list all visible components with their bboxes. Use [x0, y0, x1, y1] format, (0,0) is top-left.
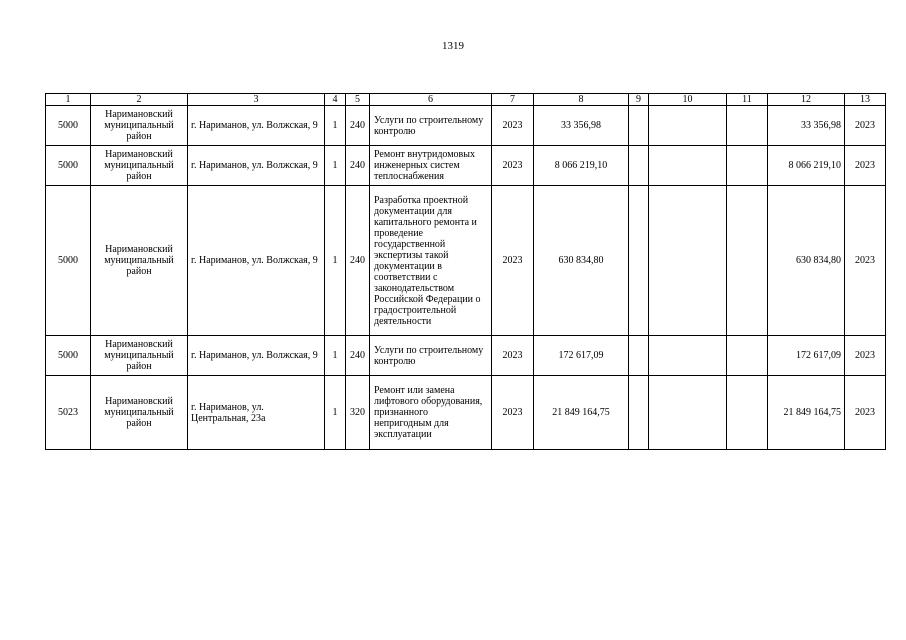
cell-total-cost: 8 066 219,10	[534, 146, 629, 186]
cell-funding-amount: 21 849 164,75	[768, 376, 845, 450]
cell-col10	[649, 146, 727, 186]
cell-district: Наримановский муниципальный район	[91, 146, 188, 186]
cell-year: 2023	[492, 376, 534, 450]
column-number-row	[46, 94, 886, 106]
cell-code: 5000	[46, 146, 91, 186]
cell-district: Наримановский муниципальный район	[91, 376, 188, 450]
cell-completion-year: 2023	[845, 186, 886, 336]
cell-year: 2023	[492, 106, 534, 146]
cell-district: Наримановский муниципальный район	[91, 336, 188, 376]
cell-code: 5000	[46, 186, 91, 336]
cell-type-code: 240	[346, 186, 370, 336]
cell-col9	[629, 146, 649, 186]
registry-table	[45, 93, 886, 450]
cell-work-type: Ремонт внутридомовых инженерных систем теплоснабжения	[370, 146, 492, 186]
cell-col11	[727, 376, 768, 450]
column-header: 1	[46, 94, 91, 106]
cell-col10	[649, 186, 727, 336]
cell-total-cost: 172 617,09	[534, 336, 629, 376]
cell-year: 2023	[492, 186, 534, 336]
cell-type-code: 240	[346, 336, 370, 376]
cell-type-code: 240	[346, 106, 370, 146]
cell-type-code: 240	[346, 146, 370, 186]
table-row	[46, 186, 886, 336]
cell-code: 5023	[46, 376, 91, 450]
cell-col9	[629, 336, 649, 376]
cell-total-cost: 630 834,80	[534, 186, 629, 336]
cell-address: г. Нариманов, ул. Волжская, 9	[188, 336, 325, 376]
cell-year: 2023	[492, 336, 534, 376]
cell-funding-amount: 33 356,98	[768, 106, 845, 146]
cell-col10	[649, 106, 727, 146]
column-header: 10	[649, 94, 727, 106]
column-header: 5	[346, 94, 370, 106]
cell-col9	[629, 376, 649, 450]
cell-col11	[727, 106, 768, 146]
cell-address: г. Нариманов, ул. Центральная, 23а	[188, 376, 325, 450]
cell-work-type: Ремонт или замена лифтового оборудования, признанного непригодным для эксплуатации	[370, 376, 492, 450]
column-header: 3	[188, 94, 325, 106]
column-header: 9	[629, 94, 649, 106]
cell-total-cost: 33 356,98	[534, 106, 629, 146]
table-row	[46, 106, 886, 146]
cell-work-type: Услуги по строительному контролю	[370, 106, 492, 146]
column-header: 2	[91, 94, 188, 106]
table-row	[46, 146, 886, 186]
cell-work-type: Услуги по строительному контролю	[370, 336, 492, 376]
cell-completion-year: 2023	[845, 146, 886, 186]
column-header: 4	[325, 94, 346, 106]
cell-funding-amount: 172 617,09	[768, 336, 845, 376]
table-row	[46, 336, 886, 376]
cell-district: Наримановский муниципальный район	[91, 186, 188, 336]
cell-count: 1	[325, 146, 346, 186]
cell-code: 5000	[46, 106, 91, 146]
cell-completion-year: 2023	[845, 336, 886, 376]
cell-address: г. Нариманов, ул. Волжская, 9	[188, 186, 325, 336]
cell-funding-amount: 8 066 219,10	[768, 146, 845, 186]
cell-col11	[727, 336, 768, 376]
cell-district: Наримановский муниципальный район	[91, 106, 188, 146]
column-header: 13	[845, 94, 886, 106]
cell-address: г. Нариманов, ул. Волжская, 9	[188, 106, 325, 146]
cell-count: 1	[325, 376, 346, 450]
cell-funding-amount: 630 834,80	[768, 186, 845, 336]
cell-code: 5000	[46, 336, 91, 376]
cell-total-cost: 21 849 164,75	[534, 376, 629, 450]
cell-address: г. Нариманов, ул. Волжская, 9	[188, 146, 325, 186]
table-row	[46, 376, 886, 450]
cell-count: 1	[325, 336, 346, 376]
column-header: 7	[492, 94, 534, 106]
cell-col10	[649, 376, 727, 450]
column-header: 12	[768, 94, 845, 106]
column-header: 6	[370, 94, 492, 106]
column-header: 8	[534, 94, 629, 106]
cell-col10	[649, 336, 727, 376]
cell-col9	[629, 186, 649, 336]
cell-count: 1	[325, 186, 346, 336]
page-number: 1319	[442, 40, 464, 52]
cell-col11	[727, 186, 768, 336]
column-header: 11	[727, 94, 768, 106]
cell-col9	[629, 106, 649, 146]
cell-work-type: Разработка проектной документации для капитального ремонта и проведение государственной экспертизы такой документации в соответствии с законодательством Российской Федерации о градостроительной деятельности	[370, 186, 492, 336]
cell-count: 1	[325, 106, 346, 146]
cell-col11	[727, 146, 768, 186]
cell-completion-year: 2023	[845, 376, 886, 450]
cell-completion-year: 2023	[845, 106, 886, 146]
cell-year: 2023	[492, 146, 534, 186]
cell-type-code: 320	[346, 376, 370, 450]
